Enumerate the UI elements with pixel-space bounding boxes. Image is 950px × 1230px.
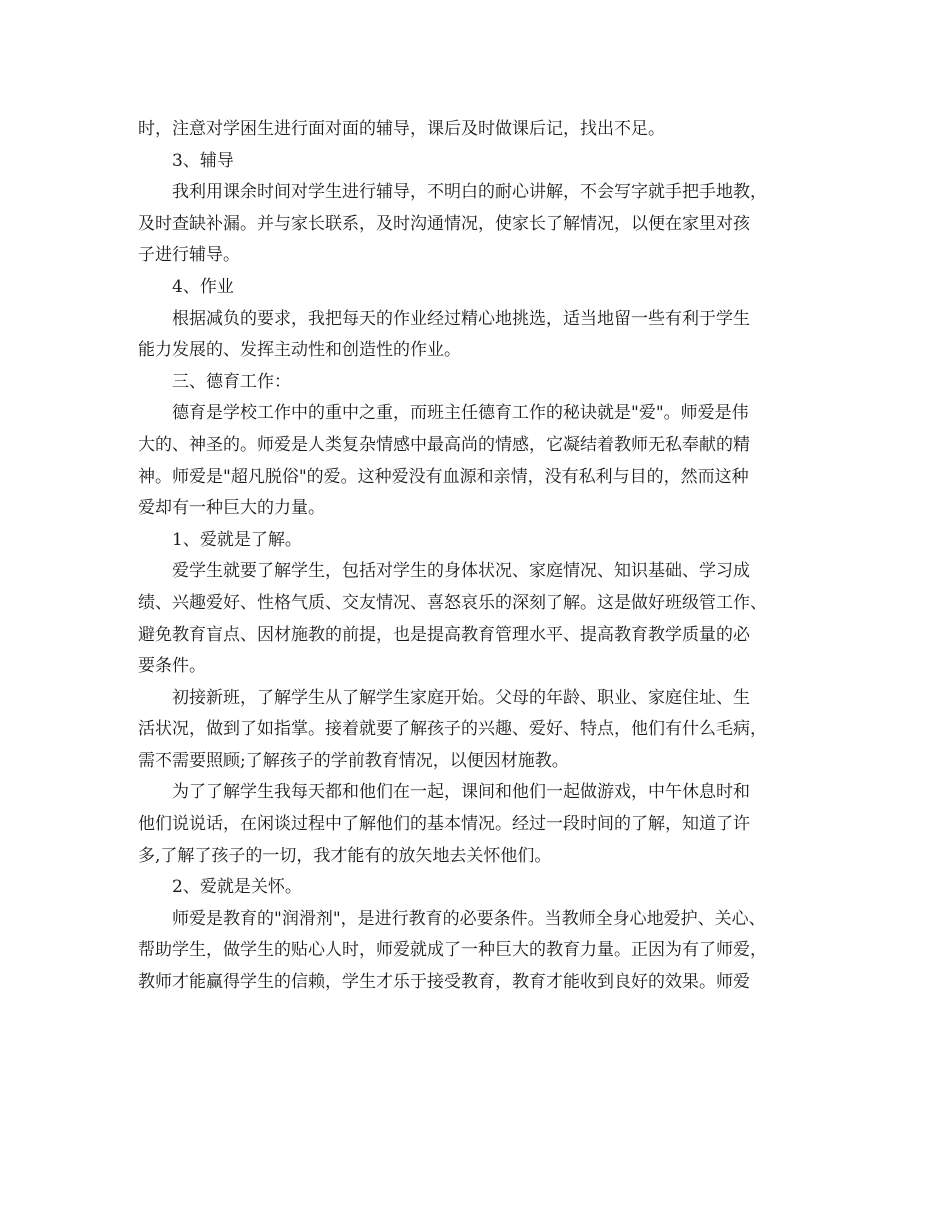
text-line: 三、德育工作： [172, 371, 291, 392]
text-line: 4、作业 [172, 276, 234, 297]
text-line: 爱学生就要了解学生，包括对学生的身体状况、家庭情况、知识基础、学习成 [172, 561, 750, 582]
text-line: 子进行辅导。 [138, 245, 240, 266]
text-line: 避免教育盲点、因材施教的前提，也是提高教育管理水平、提高教育教学质量的必 [138, 624, 750, 645]
text-line: 大的、神圣的。师爱是人类复杂情感中最高尚的情感，它凝结着教师无私奉献的精 [138, 434, 750, 455]
document-body [138, 114, 828, 999]
text-line: 要条件。 [138, 656, 206, 677]
text-line: 需不需要照顾;了解孩子的学前教育情况，以便因材施教。 [138, 750, 569, 771]
text-line: 神。师爱是"超凡脱俗"的爱。这种爱没有血源和亲情，没有私利与目的，然而这种 [138, 466, 749, 487]
text-line: 爱却有一种巨大的力量。 [138, 498, 325, 519]
text-line: 他们说说话，在闲谈过程中了解他们的基本情况。经过一段时间的了解，知道了许 [138, 814, 750, 835]
text-line: 德育是学校工作中的重中之重，而班主任德育工作的秘诀就是"爱"。师爱是伟 [172, 403, 749, 424]
text-line: 1、爱就是了解。 [172, 529, 302, 550]
text-line: 教师才能赢得学生的信赖，学生才乐于接受教育，教育才能收到良好的效果。师爱 [138, 972, 750, 993]
text-line: 初接新班，了解学生从了解学生家庭开始。父母的年龄、职业、家庭住址、生 [172, 687, 750, 708]
text-line: 能力发展的、发挥主动性和创造性的作业。 [138, 340, 461, 361]
text-line: 为了了解学生我每天都和他们在一起，课间和他们一起做游戏，中午休息时和 [172, 782, 750, 803]
text-line: 我利用课余时间对学生进行辅导，不明白的耐心讲解，不会写字就手把手地教， [172, 182, 767, 203]
text-line: 3、辅导 [172, 150, 234, 171]
text-line: 绩、兴趣爱好、性格气质、交友情况、喜怒哀乐的深刻了解。这是做好班级管工作、 [138, 592, 767, 613]
text-line: 帮助学生，做学生的贴心人时，师爱就成了一种巨大的教育力量。正因为有了师爱， [138, 940, 767, 961]
text-line: 根据减负的要求，我把每天的作业经过精心地挑选，适当地留一些有利于学生 [172, 308, 750, 329]
text-line: 时，注意对学困生进行面对面的辅导，课后及时做课后记，找出不足。 [138, 119, 665, 139]
text-line: 及时查缺补漏。并与家长联系，及时沟通情况，使家长了解情况，以便在家里对孩 [138, 213, 750, 234]
text-line: 多,了解了孩子的一切，我才能有的放矢地去关怀他们。 [138, 845, 552, 866]
text-line: 师爱是教育的"润滑剂"，是进行教育的必要条件。当教师全身心地爱护、关心、 [172, 908, 766, 929]
text-line: 活状况，做到了如指掌。接着就要了解孩子的兴趣、爱好、特点，他们有什么毛病， [138, 719, 767, 740]
text-line: 2、爱就是关怀。 [172, 877, 302, 898]
